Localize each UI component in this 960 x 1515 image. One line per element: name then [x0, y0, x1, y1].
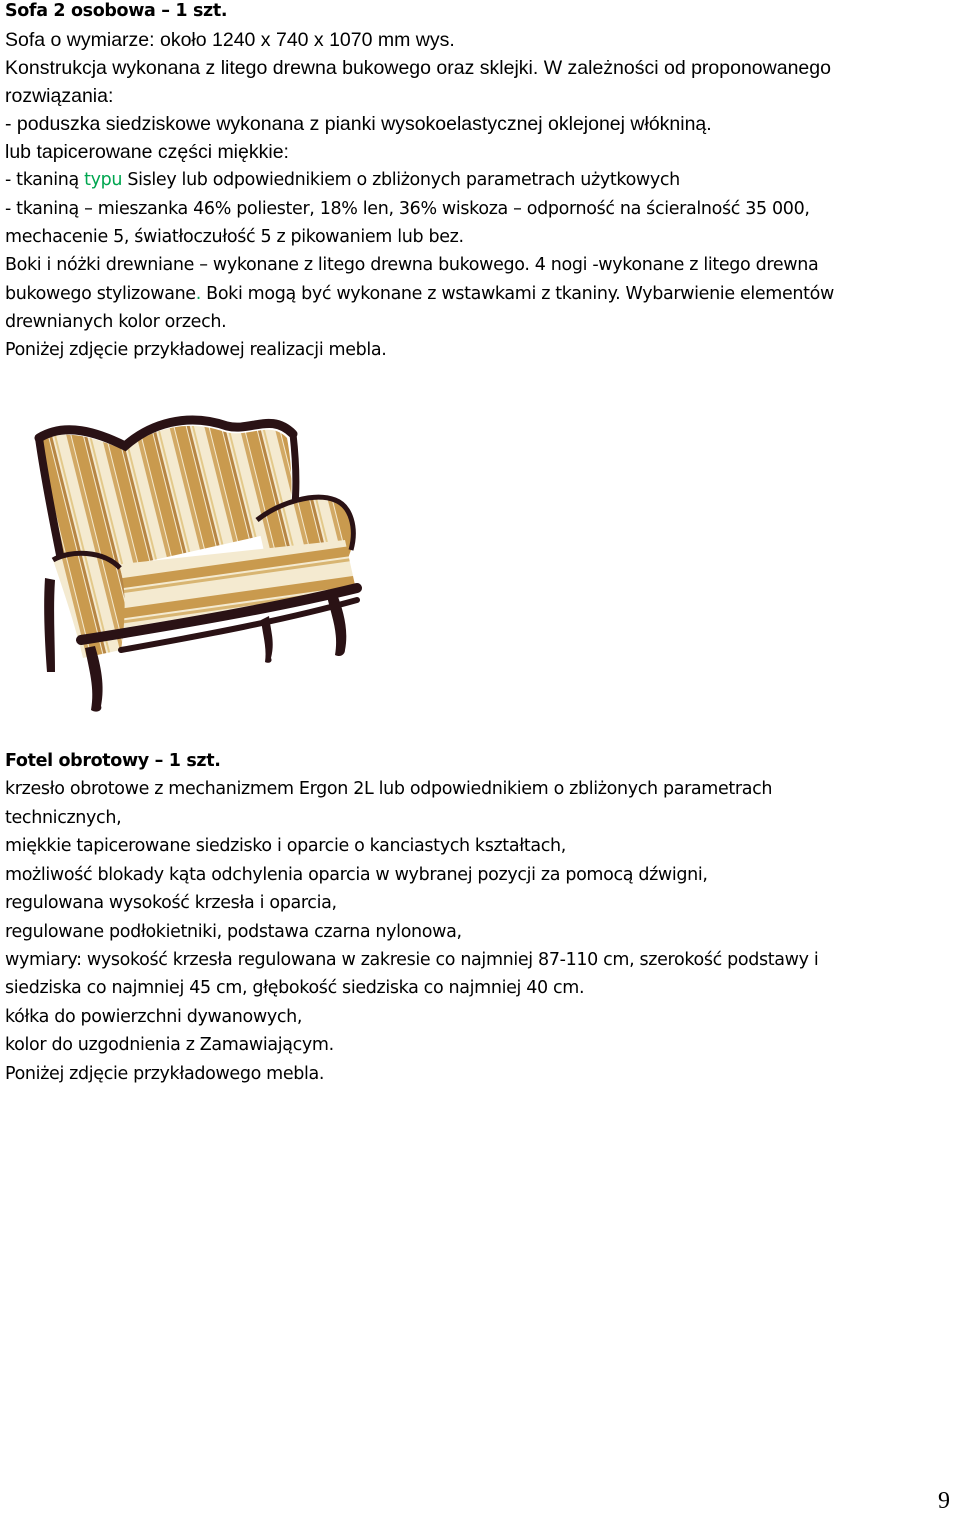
chair-color: kolor do uzgodnienia z Zamawiającym.: [5, 1035, 334, 1055]
chair-wheels: kółka do powierzchni dywanowych,: [5, 1007, 303, 1027]
chair-armrests: regulowane podłokietniki, podstawa czarna nylonowa,: [5, 922, 462, 942]
page-number: 9: [938, 1488, 950, 1514]
sofa-legs-style: [5, 280, 834, 308]
chair-technical: technicznych,: [5, 808, 122, 828]
fabric-type-highlight: typu: [84, 170, 123, 190]
sofa-cushion-spec: - poduszka siedziskowe wykonana z pianki wysokoelastycznej oklejonej włókniną.: [5, 113, 712, 135]
fabric-option-1-prefix: - tkaniną: [5, 170, 85, 190]
sofa-construction: Konstrukcja wykonana z litego drewna bukowego oraz sklejki. W zależności od proponowanego: [5, 57, 831, 79]
sofa-fabric-option-2: - tkaniną – mieszanka 46% poliester, 18% len, 36% wiskoza – odporność na ścieralność 35 000,: [5, 199, 810, 219]
sofa-fabric-option-1: [5, 166, 680, 194]
legs-style-green-dot: .: [195, 284, 201, 304]
sofa-legs-spec: Boki i nóżki drewniane – wykonane z litego drewna bukowego. 4 nogi -wykonane z litego drewna: [5, 255, 819, 275]
sofa-fabric-properties: mechacenie 5, światłoczułość 5 z pikowaniem lub bez.: [5, 227, 464, 247]
legs-style-prefix: bukowego stylizowane: [5, 284, 196, 304]
sofa-photo: [25, 410, 365, 720]
chair-height-adjust: regulowana wysokość krzesła i oparcia,: [5, 893, 337, 913]
sofa-heading: Sofa 2 osobowa – 1 szt.: [5, 1, 228, 21]
chair-upholstery: miękkie tapicerowane siedzisko i oparcie o kanciastych kształtach,: [5, 836, 566, 856]
chair-photo-caption: Poniżej zdjęcie przykładowego mebla.: [5, 1064, 325, 1084]
sofa-solution-label: rozwiązania:: [5, 85, 114, 107]
legs-style-suffix: Boki mogą być wykonane z wstawkami z tkaniny. Wybarwienie elementów: [200, 284, 834, 304]
chair-dimensions: wymiary: wysokość krzesła regulowana w zakresie co najmniej 87-110 cm, szerokość podstawy i: [5, 950, 819, 970]
fabric-option-1-suffix: Sisley lub odpowiednikiem o zbliżonych parametrach użytkowych: [122, 170, 680, 190]
sofa-dimensions: Sofa o wymiarze: około 1240 x 740 x 1070 mm wys.: [5, 29, 455, 51]
sofa-upholstery-label: lub tapicerowane części miękkie:: [5, 141, 289, 163]
sofa-photo-caption: Poniżej zdjęcie przykładowej realizacji mebla.: [5, 340, 387, 360]
chair-mechanism: krzesło obrotowe z mechanizmem Ergon 2L lub odpowiednikiem o zbliżonych parametrach: [5, 779, 773, 799]
chair-heading: Fotel obrotowy – 1 szt.: [5, 751, 221, 771]
chair-seat-dimensions: siedziska co najmniej 45 cm, głębokość siedziska co najmniej 40 cm.: [5, 978, 585, 998]
chair-tilt-lock: możliwość blokady kąta odchylenia oparcia w wybranej pozycji za pomocą dźwigni,: [5, 865, 708, 885]
sofa-wood-color: drewnianych kolor orzech.: [5, 312, 227, 332]
